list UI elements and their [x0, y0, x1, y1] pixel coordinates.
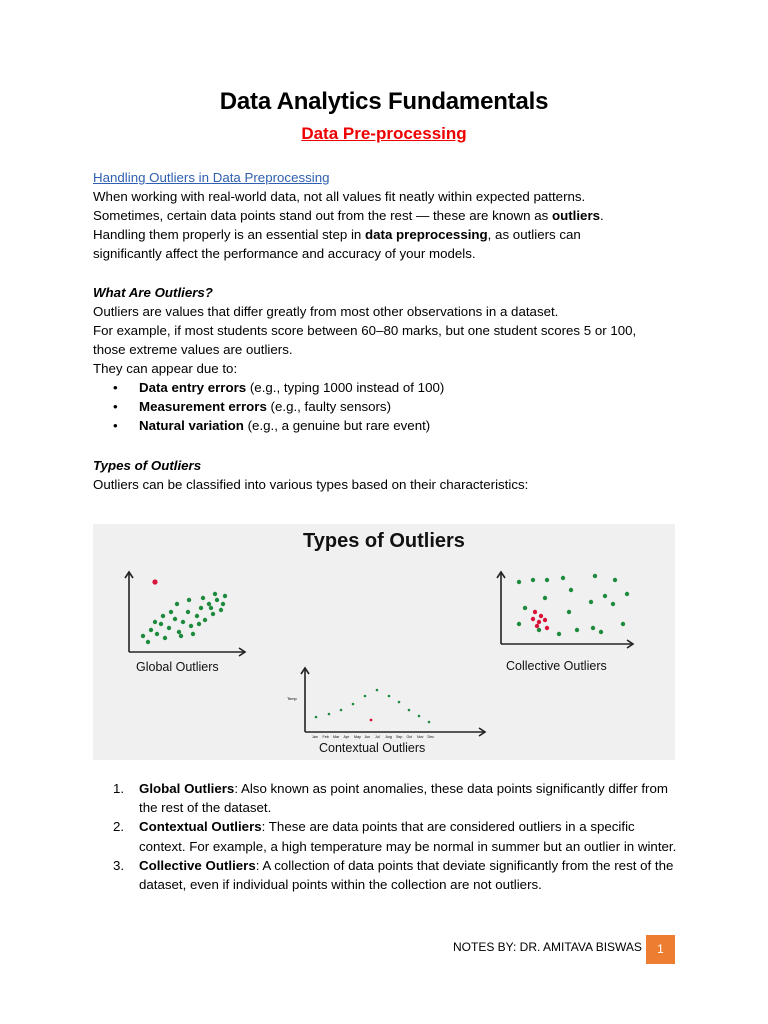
data-point [209, 606, 213, 610]
what-are-outliers-heading: What Are Outliers? [93, 285, 213, 300]
item-number: 2. [113, 819, 125, 835]
data-point [543, 596, 547, 600]
outlier-point [543, 618, 547, 622]
month-tick-label: Oct [406, 735, 413, 739]
cause-label: Measurement errors [139, 399, 267, 415]
data-point [187, 598, 191, 602]
outlier-point [539, 614, 543, 618]
data-point [398, 701, 401, 704]
data-point [203, 618, 207, 622]
data-point [149, 628, 153, 632]
data-point [141, 634, 145, 638]
month-tick-label: Sep [396, 735, 403, 739]
data-point [161, 614, 165, 618]
data-point [169, 610, 173, 614]
month-tick-label: Dec [427, 735, 434, 739]
month-tick-label: Feb [322, 735, 329, 739]
data-point [221, 602, 225, 606]
type-description: : Also known as point anomalies, these data points significantly differ from the rest of the dataset. [139, 781, 668, 816]
type-description: : A collection of data points that deviate significantly from the rest of the dataset, even if individual points within the collection are not outliers. [139, 857, 674, 893]
outlier-point [152, 579, 157, 584]
item-number: 3. [113, 857, 125, 873]
data-point [388, 695, 391, 698]
data-point [352, 703, 355, 706]
data-point [179, 634, 183, 638]
cause-detail: (e.g., a genuine but rare event) [243, 418, 431, 434]
data-point [163, 636, 167, 640]
data-point [523, 606, 527, 610]
handling-outliers-link[interactable]: Handling Outliers in Data Preprocessing [93, 170, 330, 185]
data-point [167, 626, 171, 630]
cause-detail: (e.g., faulty sensors) [266, 399, 392, 415]
data-point [376, 689, 379, 692]
data-point [186, 610, 190, 614]
causes-list [113, 378, 673, 436]
cause-detail: (e.g., typing 1000 instead of 100) [246, 380, 445, 395]
data-point [195, 614, 199, 618]
data-point [159, 622, 163, 626]
outlier-point [545, 626, 549, 630]
data-point [545, 578, 549, 582]
cause-label: Natural variation [139, 418, 244, 434]
types-of-outliers-heading: Types of Outliers [93, 458, 202, 473]
definition-line-2: For example, if most students score between 60–80 marks, but one student scores 5 or 100, [93, 323, 637, 338]
data-point [557, 632, 561, 636]
month-tick-label: Apr [343, 735, 350, 739]
data-point [589, 600, 593, 604]
list-item-type [113, 856, 678, 894]
data-point [328, 713, 331, 716]
data-point [567, 610, 571, 614]
document-title: Data Analytics Fundamentals [219, 88, 549, 115]
month-tick-label: Nov [417, 735, 424, 739]
data-point [418, 715, 421, 718]
global-outliers-label: Global Outliers [136, 660, 219, 674]
data-point [191, 632, 195, 636]
outlier-point [535, 624, 539, 628]
contextual-outliers-label: Contextual Outliers [319, 741, 426, 755]
list-item-type [113, 817, 678, 855]
intro-line-4: significantly affect the performance and accuracy of your models. [93, 246, 476, 261]
list-item-cause [113, 397, 673, 416]
data-point [153, 620, 157, 624]
data-point [223, 594, 227, 598]
data-point [146, 640, 150, 644]
data-point [215, 598, 219, 602]
intro-line-2 [93, 206, 683, 225]
data-point [599, 630, 603, 634]
data-point [517, 622, 521, 626]
data-point [213, 592, 217, 596]
data-point [591, 626, 595, 630]
intro-line-3-end: , as outliers can [487, 227, 581, 242]
month-tick-label: Jul [375, 735, 380, 739]
types-of-outliers-figure [93, 524, 675, 760]
data-point [611, 602, 615, 606]
data-point [173, 617, 177, 621]
month-tick-label: Jan [312, 735, 318, 739]
intro-line-2-text: Sometimes, certain data points stand out from the rest — these are known as [93, 208, 552, 223]
figure-title: Types of Outliers [303, 530, 465, 552]
data-point [189, 624, 193, 628]
data-point [569, 588, 573, 592]
document-subtitle: Data Pre-processing [301, 124, 467, 143]
page-number-badge: 1 [646, 935, 675, 964]
data-point [575, 628, 579, 632]
types-intro: Outliers can be classified into various types based on their characteristics: [93, 477, 529, 492]
outlier-types-list [113, 779, 678, 894]
intro-line-2-end: . [600, 208, 604, 223]
data-point [408, 709, 411, 712]
data-point [593, 574, 597, 578]
data-point [428, 721, 431, 724]
temp-axis-label: Temp [287, 696, 297, 701]
outliers-term: outliers [551, 208, 601, 223]
list-item-cause [113, 416, 673, 435]
outlier-point [370, 719, 373, 722]
month-tick-label: Aug [385, 735, 392, 739]
definition-line-1: Outliers are values that differ greatly from most other observations in a dataset. [93, 304, 559, 319]
data-point [197, 622, 201, 626]
definition-line-4: They can appear due to: [93, 361, 238, 376]
definition-line-3: those extreme values are outliers. [93, 342, 293, 357]
data-point [211, 612, 215, 616]
data-point [315, 716, 318, 719]
data-point [537, 628, 541, 632]
data-point [625, 592, 629, 596]
footer-notes-by: NOTES BY: DR. AMITAVA BISWAS [453, 940, 642, 954]
section-heading-handling-outliers[interactable] [93, 168, 683, 187]
month-tick-label: Jun [364, 735, 371, 739]
data-point [201, 596, 205, 600]
intro-line-3-text: Handling them properly is an essential step in [93, 227, 365, 242]
data-point [177, 630, 181, 634]
data-point [175, 602, 179, 606]
outlier-point [537, 620, 541, 624]
data-point [613, 578, 617, 582]
data-point [517, 580, 521, 584]
data-point [603, 594, 607, 598]
type-name: Global Outliers [139, 781, 235, 796]
list-item-type [113, 779, 678, 817]
item-number: 1. [113, 781, 125, 796]
data-point [561, 576, 565, 580]
data-point [531, 578, 535, 582]
data-point [621, 622, 625, 626]
intro-line-3 [93, 225, 683, 244]
data-point [199, 606, 203, 610]
data-point [364, 695, 367, 698]
data-point [181, 620, 185, 624]
month-tick-label: Mar [333, 735, 340, 739]
data-point [219, 608, 223, 612]
data-point [207, 602, 211, 606]
data-preprocessing-term: data preprocessing [365, 227, 488, 242]
intro-line-1: When working with real-world data, not all values fit neatly within expected patterns. [93, 189, 586, 204]
collective-outliers-label: Collective Outliers [506, 659, 607, 673]
type-name: Contextual Outliers [139, 819, 262, 835]
figure-graphics [93, 524, 675, 760]
type-name: Collective Outliers [139, 857, 256, 873]
cause-label: Data entry errors [139, 380, 247, 395]
month-tick-label: May [354, 735, 361, 739]
type-description: : These are data points that are considered outliers in a specific context. For example, a high temperature may be normal in summer but an outlier in winter. [139, 819, 677, 854]
outlier-point [533, 610, 537, 614]
data-point [155, 632, 159, 636]
data-point [340, 709, 343, 712]
list-item-cause [113, 378, 673, 397]
outlier-point [531, 617, 535, 621]
